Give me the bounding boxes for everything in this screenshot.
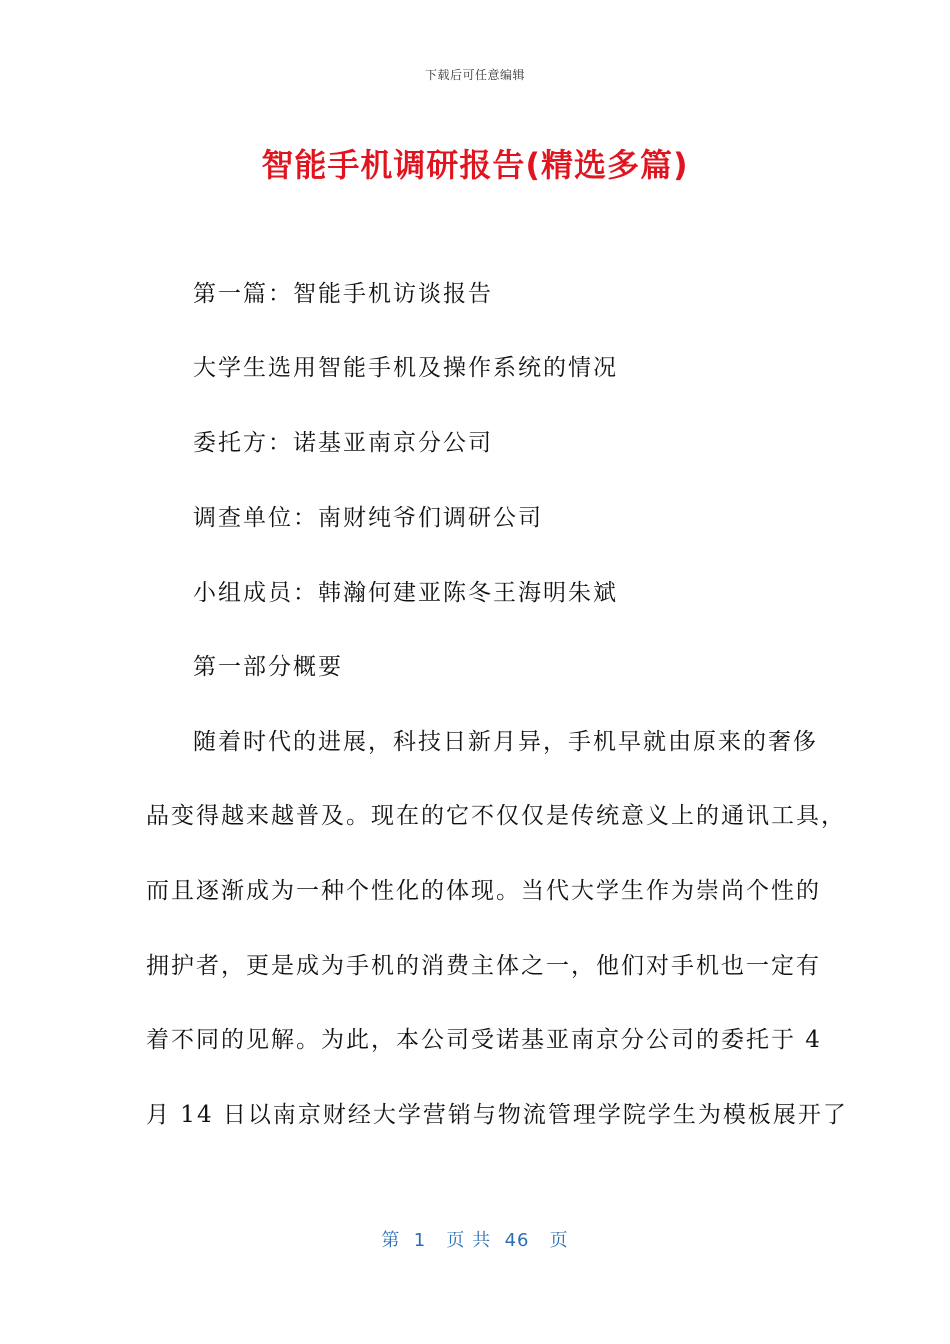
paragraph-line: 而且逐渐成为一种个性化的体现。当代大学生作为崇尚个性的: [146, 878, 821, 904]
paragraph-line: 品变得越来越普及。现在的它不仅仅是传统意义上的通讯工具，: [146, 803, 846, 829]
paragraph-line: 月 14 日以南京财经大学营销与物流管理学院学生为模板展开了: [146, 1102, 848, 1128]
document-title: 智能手机调研报告(精选多篇): [261, 146, 689, 184]
paragraph-line: 着不同的见解。为此，本公司受诺基亚南京分公司的委托于 4: [146, 1027, 822, 1053]
part-heading: 第一部分概要: [193, 654, 343, 680]
page-number-footer: 第 1 页 共 46 页: [381, 1230, 569, 1251]
paragraph-line: 随着时代的进展，科技日新月异，手机早就由原来的奢侈: [193, 729, 818, 755]
team-members-line: 小组成员：韩瀚何建亚陈冬王海明朱斌: [193, 580, 618, 606]
client-line: 委托方：诺基亚南京分公司: [193, 430, 493, 456]
paragraph-line: 拥护者，更是成为手机的消费主体之一，他们对手机也一定有: [146, 953, 821, 979]
subtitle-line: 大学生选用智能手机及操作系统的情况: [193, 355, 618, 381]
research-unit-line: 调查单位：南财纯爷们调研公司: [193, 505, 543, 531]
section-heading: 第一篇：智能手机访谈报告: [193, 281, 493, 307]
page-header: 下载后可任意编辑: [424, 68, 525, 82]
